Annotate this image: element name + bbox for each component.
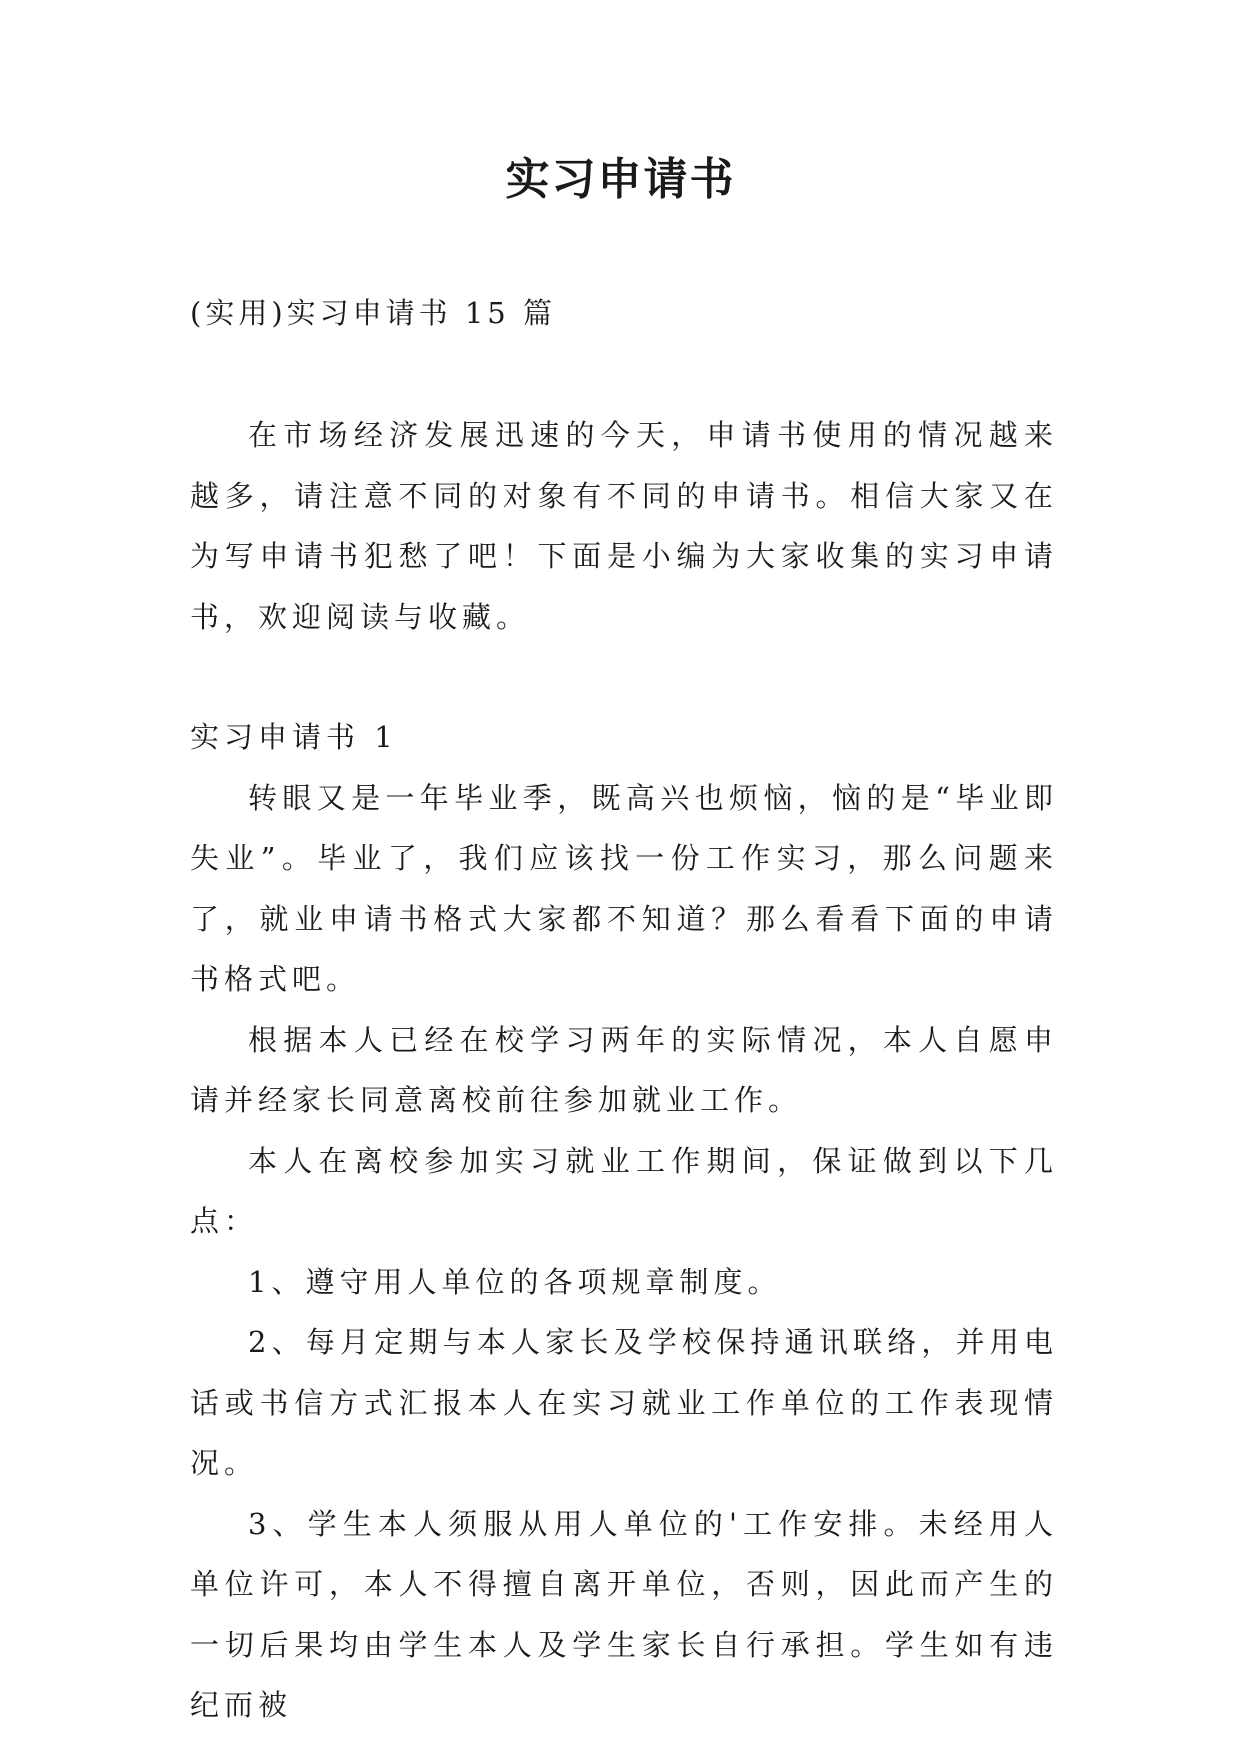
body-paragraph: 2、每月定期与本人家长及学校保持通讯联络，并用电话或书信方式汇报本人在实习就业工作单位的工作表现情况。 (190, 1325, 1058, 1480)
body-paragraph: 根据本人已经在校学习两年的实际情况，本人自愿申请并经家长同意离校前往参加就业工作。 (190, 1022, 1058, 1117)
section-heading: 实习申请书 1 (190, 720, 398, 754)
document-body (190, 405, 1058, 1736)
body-paragraph: 3、学生本人须服从用人单位的'工作安排。未经用人单位许可，本人不得擅自离开单位，否则，因此而产生的一切后果均由学生本人及学生家长自行承担。学生如有违纪而被 (190, 1506, 1058, 1722)
document-subtitle: (实用)实习申请书 15 篇 (190, 296, 556, 330)
body-paragraph: 转眼又是一年毕业季，既高兴也烦恼，恼的是“毕业即失业”。毕业了，我们应该找一份工作实习，那么问题来了，就业申请书格式大家都不知道？那么看看下面的申请书格式吧。 (190, 780, 1058, 996)
body-paragraph: 1、遵守用人单位的各项规章制度。 (248, 1264, 782, 1299)
intro-paragraph: 在市场经济发展迅速的今天，申请书使用的情况越来越多，请注意不同的对象有不同的申请书。相信大家又在为写申请书犯愁了吧！下面是小编为大家收集的实习申请书，欢迎阅读与收藏。 (190, 418, 1058, 634)
document-title: 实习申请书 (505, 154, 736, 205)
body-paragraph: 本人在离校参加实习就业工作期间，保证做到以下几点： (190, 1143, 1058, 1238)
